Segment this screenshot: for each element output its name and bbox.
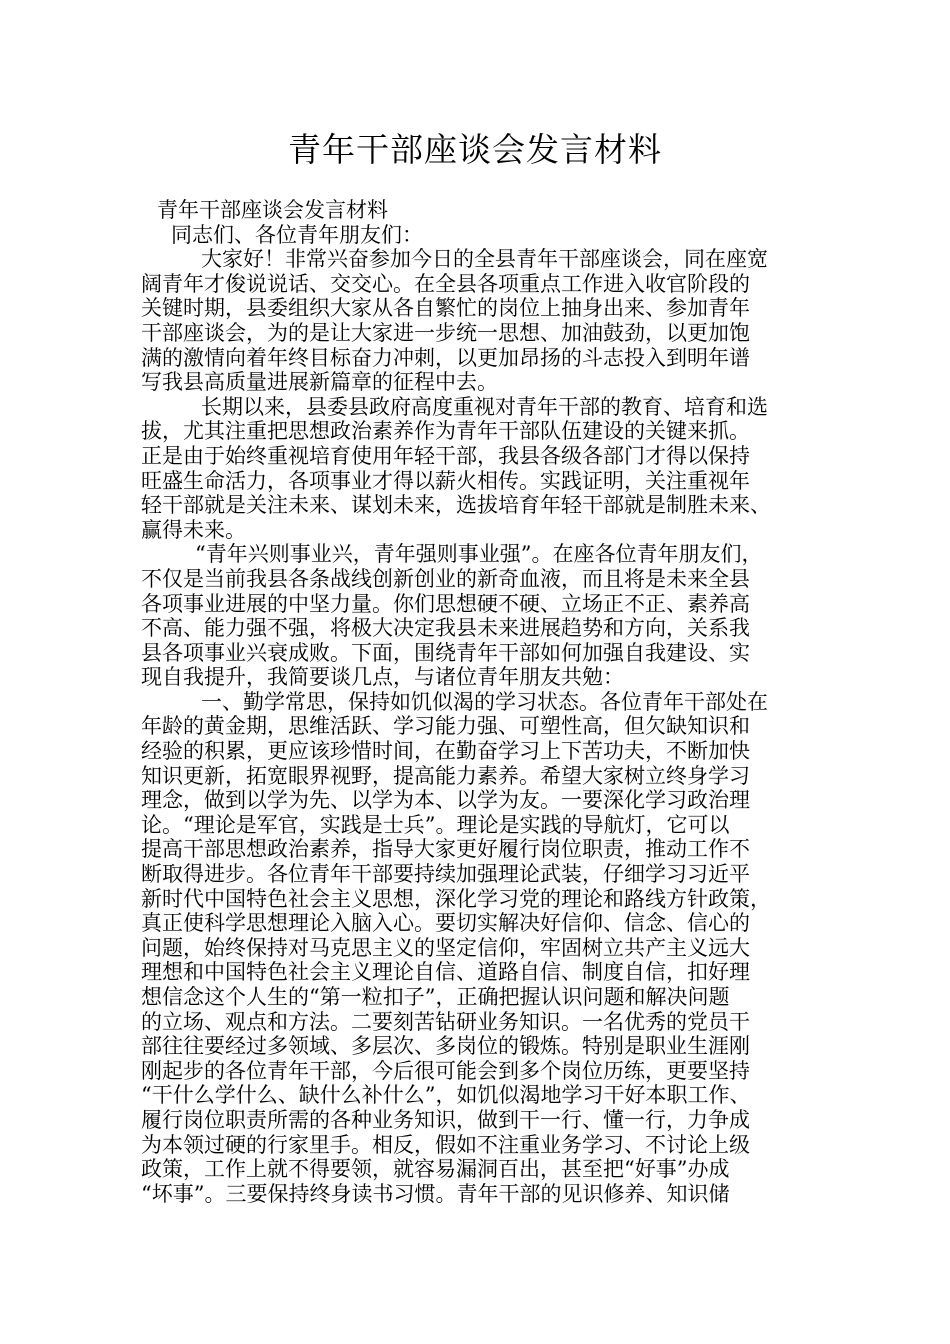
text-line: 关键时期，县委组织大家从各自繁忙的岗位上抽身出来、参加青年 <box>141 296 750 321</box>
paragraph-background <box>141 395 825 543</box>
text-line: 县各项事业兴衰成败。下面，围绕青年干部如何加强自我建设、实 <box>141 640 750 665</box>
text-line: 问题，始终保持对马克思主义的坚定信仰，牢固树立共产主义远大 <box>141 935 750 960</box>
text-line: 写我县高质量进展新篇章的征程中去。 <box>141 370 498 395</box>
text-line: 断取得进步。各位青年干部要持续加强理论武装，仔细学习习近平 <box>141 862 750 887</box>
document-title: 青年干部座谈会发言材料 <box>288 130 662 169</box>
text-line: 履行岗位职责所需的各种业务知识，做到干一行、懂一行，力争成 <box>141 1107 750 1132</box>
text-line: 旺盛生命活力，各项事业才得以薪火相传。实践证明，关注重视年 <box>141 468 750 493</box>
text-line: 现自我提升，我简要谈几点，与诸位青年朋友共勉： <box>141 665 624 690</box>
text-line: 理念，做到以学为先、以学为本、以学为友。一要深化学习政治理 <box>141 788 750 813</box>
text-line: 拔，尤其注重把思想政治素养作为青年干部队伍建设的关键来抓。 <box>141 419 750 444</box>
text-line: 不高、能力强不强，将极大决定我县未来进展趋势和方向，关系我 <box>141 616 750 641</box>
paragraph-opening <box>141 247 825 395</box>
text-line: 轻干部就是关注未来、谋划未来，选拔培育年轻干部就是制胜未来、 <box>141 493 771 518</box>
text-line: 不仅是当前我县各条战线创新创业的新奇血液，而且将是未来全县 <box>141 566 750 591</box>
text-line: 知识更新，拓宽眼界视野，提高能力素养。希望大家树立终身学习 <box>141 763 750 788</box>
document-body <box>141 198 825 1206</box>
text-line: 提高干部思想政治素养，指导大家更好履行岗位职责，推动工作不 <box>141 837 750 862</box>
text-line: 一、勤学常思，保持如饥似渴的学习状态。各位青年干部处在 <box>201 689 768 714</box>
text-line: 为本领过硬的行家里手。相反，假如不注重业务学习、不讨论上级 <box>141 1132 750 1157</box>
text-line: 论。“理论是军官，实践是士兵”。理论是实践的导航灯，它可以 <box>141 812 730 837</box>
text-line: 新时代中国特色社会主义思想，深化学习党的理论和路线方针政策， <box>141 886 771 911</box>
text-line: 政策，工作上就不得要领，就容易漏洞百出，甚至把“好事”办成 <box>141 1157 730 1182</box>
text-line: 正是由于始终重视培育使用年轻干部，我县各级各部门才得以保持 <box>141 443 750 468</box>
text-line: 赢得未来。 <box>141 517 246 542</box>
text-line: 刚起步的各位青年干部，今后很可能会到多个岗位历练，更要坚持 <box>141 1058 750 1083</box>
paragraph-youth <box>141 542 825 690</box>
text-line: 想信念这个人生的“第一粒扣子”，正确把握认识问题和解决问题 <box>141 985 730 1009</box>
text-line: “坏事”。三要保持终身读书习惯。青年干部的见识修养、知识储 <box>141 1181 730 1206</box>
text-line: 各项事业进展的中坚力量。你们思想硬不硬、立场正不正、素养高 <box>141 591 750 616</box>
text-line: 满的激情向着年终目标奋力冲刺，以更加昂扬的斗志投入到明年谱 <box>141 345 750 370</box>
text-line: 长期以来，县委县政府高度重视对青年干部的教育、培育和选 <box>201 394 768 419</box>
document-subtitle: 青年干部座谈会发言材料 <box>157 198 388 222</box>
text-line: 真正使科学思想理论入脑入心。要切实解决好信仰、信念、信心的 <box>141 911 750 936</box>
greeting-line: 同志们、各位青年朋友们： <box>171 222 423 247</box>
text-line: 大家好！非常兴奋参加今日的全县青年干部座谈会，同在座宽 <box>201 247 768 272</box>
text-line: “青年兴则事业兴，青年强则事业强”。在座各位青年朋友们， <box>195 542 763 567</box>
text-line: 部往往要经过多领域、多层次、多岗位的锻炼。特别是职业生涯刚 <box>141 1034 750 1059</box>
text-line: 阔青年才俊说说话、交交心。在全县各项重点工作进入收官阶段的 <box>141 271 750 296</box>
text-line: 理想和中国特色社会主义理论自信、道路自信、制度自信，扣好理 <box>141 960 750 985</box>
text-line: 经验的积累，更应该珍惜时间，在勤奋学习上下苦功夫，不断加快 <box>141 739 750 764</box>
paragraph-section-one <box>141 690 825 1206</box>
text-line: 干部座谈会，为的是让大家进一步统一思想、加油鼓劲，以更加饱 <box>141 320 750 345</box>
text-line: “干什么学什么、缺什么补什么”，如饥似渴地学习干好本职工作、 <box>141 1083 751 1108</box>
text-line: 的立场、观点和方法。二要刻苦钻研业务知识。一名优秀的党员干 <box>141 1009 750 1034</box>
text-line: 年龄的黄金期，思维活跃、学习能力强、可塑性高，但欠缺知识和 <box>141 714 750 739</box>
